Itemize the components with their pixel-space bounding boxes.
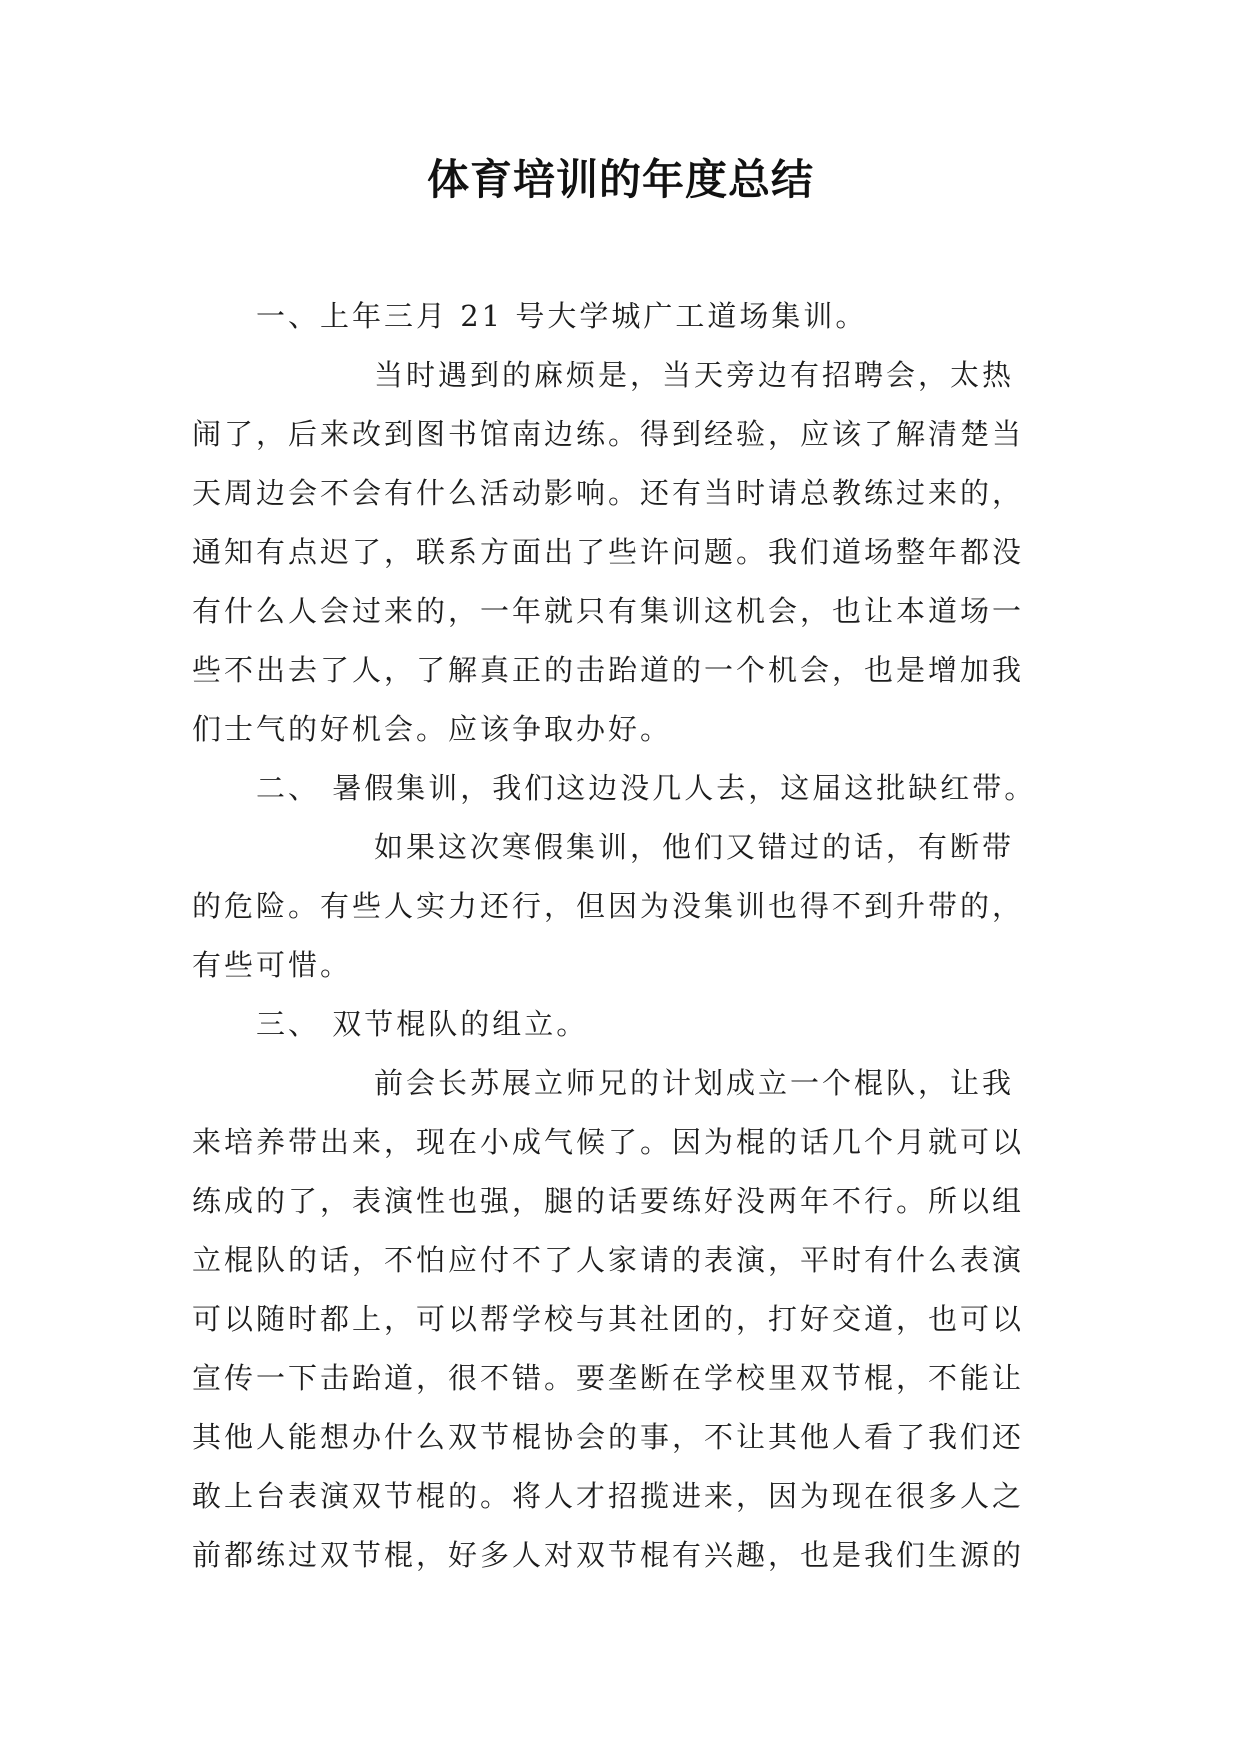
paragraph-line: 闹了，后来改到图书馆南边练。得到经验，应该了解清楚当 xyxy=(192,417,1025,451)
paragraph-line: 前都练过双节棍，好多人对双节棍有兴趣，也是我们生源的 xyxy=(192,1538,1025,1572)
paragraph-line: 的危险。有些人实力还行，但因为没集训也得不到升带的， xyxy=(192,889,1025,923)
document-body xyxy=(192,287,1082,1585)
paragraph-line: 们士气的好机会。应该争取办好。 xyxy=(192,712,673,746)
section-heading-2: 二、 暑假集训，我们这边没几人去，这届这批缺红带。 xyxy=(256,771,1037,805)
paragraph-line: 天周边会不会有什么活动影响。还有当时请总教练过来的， xyxy=(192,476,1025,510)
paragraph-line: 如果这次寒假集训，他们又错过的话，有断带 xyxy=(374,830,1015,864)
paragraph-line: 前会长苏展立师兄的计划成立一个棍队，让我 xyxy=(374,1066,1015,1100)
paragraph-line: 练成的了，表演性也强，腿的话要练好没两年不行。所以组 xyxy=(192,1184,1025,1218)
paragraph-line: 有些可惜。 xyxy=(192,948,353,982)
document-title: 体育培训的年度总结 xyxy=(426,155,814,204)
paragraph-line: 来培养带出来，现在小成气候了。因为棍的话几个月就可以 xyxy=(192,1125,1025,1159)
paragraph-line: 通知有点迟了，联系方面出了些许问题。我们道场整年都没 xyxy=(192,535,1025,569)
section-heading-3: 三、 双节棍队的组立。 xyxy=(256,1007,589,1041)
section-heading-1: 一、上年三月 21 号大学城广工道场集训。 xyxy=(256,299,868,333)
paragraph-line: 其他人能想办什么双节棍协会的事，不让其他人看了我们还 xyxy=(192,1420,1025,1454)
paragraph-line: 些不出去了人，了解真正的击跆道的一个机会，也是增加我 xyxy=(192,653,1025,687)
paragraph-line: 敢上台表演双节棍的。将人才招揽进来，因为现在很多人之 xyxy=(192,1479,1025,1513)
paragraph-line: 有什么人会过来的，一年就只有集训这机会，也让本道场一 xyxy=(192,594,1025,628)
paragraph-line: 宣传一下击跆道，很不错。要垄断在学校里双节棍，不能让 xyxy=(192,1361,1025,1395)
paragraph-line: 立棍队的话，不怕应付不了人家请的表演，平时有什么表演 xyxy=(192,1243,1025,1277)
paragraph-line: 当时遇到的麻烦是，当天旁边有招聘会，太热 xyxy=(374,358,1015,392)
paragraph-line: 可以随时都上，可以帮学校与其社团的，打好交道，也可以 xyxy=(192,1302,1025,1336)
